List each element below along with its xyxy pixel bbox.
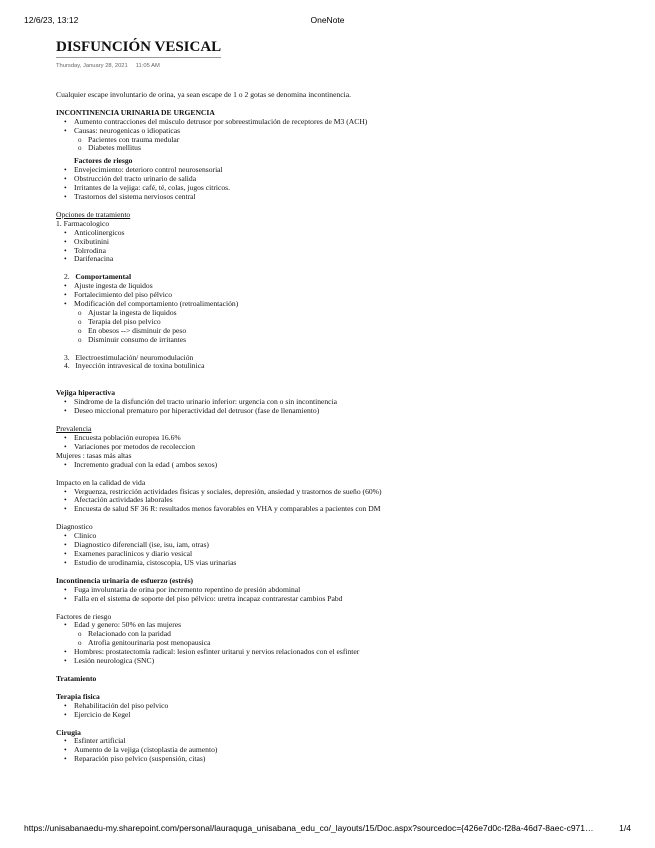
list-item: • Darifenacina xyxy=(74,255,616,264)
item-number: 3. xyxy=(64,352,70,362)
list-item: • Hombres: prostatectomía radical: lesion esfinter uritarui y nervios relacionados con el esfinter xyxy=(74,648,616,657)
list-item: o Diabetes mellitus xyxy=(88,144,616,153)
page-title: DISFUNCIÓN VESICAL xyxy=(56,38,221,58)
list-item: o En obesos --> disminuir de peso xyxy=(88,327,616,336)
tratamiento-heading: Opciones de tratamiento xyxy=(56,209,131,219)
treatment-item-4 xyxy=(56,362,616,371)
riesgo2-list-cont xyxy=(56,648,616,666)
list-item: • Fuga involuntaria de orina por incremento repentino de presión abdominal xyxy=(74,586,616,595)
cirugia-list xyxy=(56,737,616,764)
list-item: • Estudio de urodinamia, cistoscopia, US vias urinarias xyxy=(74,559,616,568)
mujeres-label: Mujeres : tasas más altas xyxy=(56,450,132,460)
list-item: • Incremento gradual con la edad ( ambos sexos) xyxy=(74,461,616,470)
riesgo-heading: Factores de riesgo xyxy=(74,156,133,166)
vejiga-list xyxy=(56,398,616,416)
section-heading-urgencia: INCONTINENCIA URINARIA DE URGENCIA xyxy=(56,107,215,117)
list-item: • Verguenza, restricción actividades físicas y sociales, depresión, ansiedad y trastornos de sueño (60%) xyxy=(74,488,404,497)
note-date: Thursday, January 28, 2021 xyxy=(56,63,128,69)
list-item: • Sindrome de la disfunción del tracto urinario inferior: urgencia con o sin incontinencia xyxy=(74,398,616,407)
farma-list xyxy=(56,229,616,265)
print-page-number: 1/4 xyxy=(619,823,631,833)
print-app-name: OneNote xyxy=(310,15,345,25)
list-item: • Esfinter artificial xyxy=(74,737,616,746)
list-item: o Relacionado con la paridad xyxy=(88,630,616,639)
list-item: • Deseo miccional prematuro por hiperactividad del detrusor (fase de llenamiento) xyxy=(74,407,616,416)
note-page xyxy=(56,38,616,764)
list-item: • Irritantes de la vejiga: café, té, colas, jugos citricos. xyxy=(74,184,616,193)
mujeres-list xyxy=(56,461,616,470)
comp-list xyxy=(56,282,616,309)
list-item: • Afectación actividades laborales xyxy=(74,496,616,505)
list-item: • Rehabilitación del piso pelvico xyxy=(74,702,616,711)
list-item: • Diagnostico diferenciall (ise, isu, iam, otras) xyxy=(74,541,616,550)
list-item: • Encuesta de salud SF 36 R: resultados menos favorables en VHA y comparables a pacientes con DM xyxy=(74,505,404,514)
terapia-heading: Terapia fisica xyxy=(56,691,100,701)
diagnostico-list xyxy=(56,532,616,568)
list-item: • Lesión neurologica (SNC) xyxy=(74,657,616,666)
list-item: • Reparación piso pelvico (suspensión, citas) xyxy=(74,755,616,764)
list-item: • Modificación del comportamiento (retroalimentación) xyxy=(74,300,616,309)
list-item: o Ajustar la ingesta de liquidos xyxy=(88,309,616,318)
tratamiento2-heading: Tratamiento xyxy=(56,673,97,683)
vejiga-heading: Vejiga hiperactiva xyxy=(56,388,115,398)
note-time: 11:05 AM xyxy=(135,63,160,69)
urgencia-list xyxy=(56,118,616,136)
list-item: • Trastornos del sistema nerviosos central xyxy=(74,193,616,202)
intro-text: Cualquier escape involuntario de orina, ya sean escape de 1 o 2 gotas se denomina incontinencia. xyxy=(56,89,351,99)
list-item: • Envejecimiento: deterioro control neurosensorial xyxy=(74,166,616,175)
esfuerzo-list xyxy=(56,586,616,604)
list-item: • Variaciones por metodos de recoleccion xyxy=(74,443,616,452)
comp-sublist xyxy=(56,309,616,345)
riesgo-list xyxy=(56,166,616,202)
list-item: • Tolrrodina xyxy=(74,247,616,256)
print-datetime: 12/6/23, 13:12 xyxy=(24,15,79,25)
list-item: • Edad y genero: 50% en las mujeres xyxy=(74,621,616,630)
list-item: • Fortalecimiento del piso pélvico xyxy=(74,291,616,300)
print-url: https://unisabanaedu-my.sharepoint.com/personal/lauraquga_unisabana_edu_co/_layouts/15/Doc.aspx?sourcedoc={426e7d0c-f28a-46d7-8aec-c971… xyxy=(24,823,594,833)
list-item: • Ajuste ingesta de liquidos xyxy=(74,282,616,291)
list-item: • Obstrucción del tracto urinario de salida xyxy=(74,175,616,184)
list-item: o Pacientes con trauma medular xyxy=(88,136,616,145)
print-footer xyxy=(0,823,655,835)
list-item: • Oxibutinini xyxy=(74,238,616,247)
esfuerzo-heading: Incontinencia urinaria de esfuerzo (estrés) xyxy=(56,575,194,585)
causas-sublist xyxy=(56,136,616,154)
comp-label: Comportamental xyxy=(75,272,132,282)
cirugia-heading: Cirugia xyxy=(56,727,81,737)
riesgo2-heading: Factores de riesgo xyxy=(56,611,112,621)
list-item: • Causas: neurogenicas o idiopaticas xyxy=(74,127,616,136)
list-item: • Anticolinergicos xyxy=(74,229,616,238)
terapia-list xyxy=(56,702,616,720)
list-item: o Disminuir consumo de irritantes xyxy=(88,336,616,345)
prevalencia-heading: Prevalencia xyxy=(56,424,92,434)
item-text: Electroestimulación/ neuromodulación xyxy=(75,352,194,362)
riesgo2-sublist xyxy=(56,630,616,648)
print-header xyxy=(0,15,655,27)
list-item: • Encuesta población europea 16.6% xyxy=(74,434,616,443)
comp-number: 2. xyxy=(64,272,70,282)
impacto-heading: Impacto en la calidad de vida xyxy=(56,477,146,487)
list-item: • Aumento contracciones del músculo detrusor por sobreestimulación de receptores de M3 (ACH) xyxy=(74,118,616,127)
prevalencia-list xyxy=(56,434,616,452)
diagnostico-heading: Diagnostico xyxy=(56,522,93,532)
farma-label: 1. Farmacologico xyxy=(56,218,110,228)
list-item: • Examenes paraclinicos y diario vesical xyxy=(74,550,616,559)
list-item: • Clinico xyxy=(74,532,616,541)
note-dateline xyxy=(56,62,616,71)
impacto-list xyxy=(56,488,616,515)
item-number: 4. xyxy=(64,361,70,371)
list-item: • Falla en el sistema de soporte del piso pélvico: uretra incapaz contrarestar cambios Pabd xyxy=(74,595,616,604)
list-item: • Ejercicio de Kegel xyxy=(74,711,616,720)
item-text: Inyección intravesical de toxina botulinica xyxy=(75,361,205,371)
list-item: o Terapia del piso pelvico xyxy=(88,318,616,327)
list-item: • Aumento de la vejiga (cistoplastia de aumento) xyxy=(74,746,616,755)
list-item: o Atrofia genitourinaria post menopausica xyxy=(88,639,616,648)
